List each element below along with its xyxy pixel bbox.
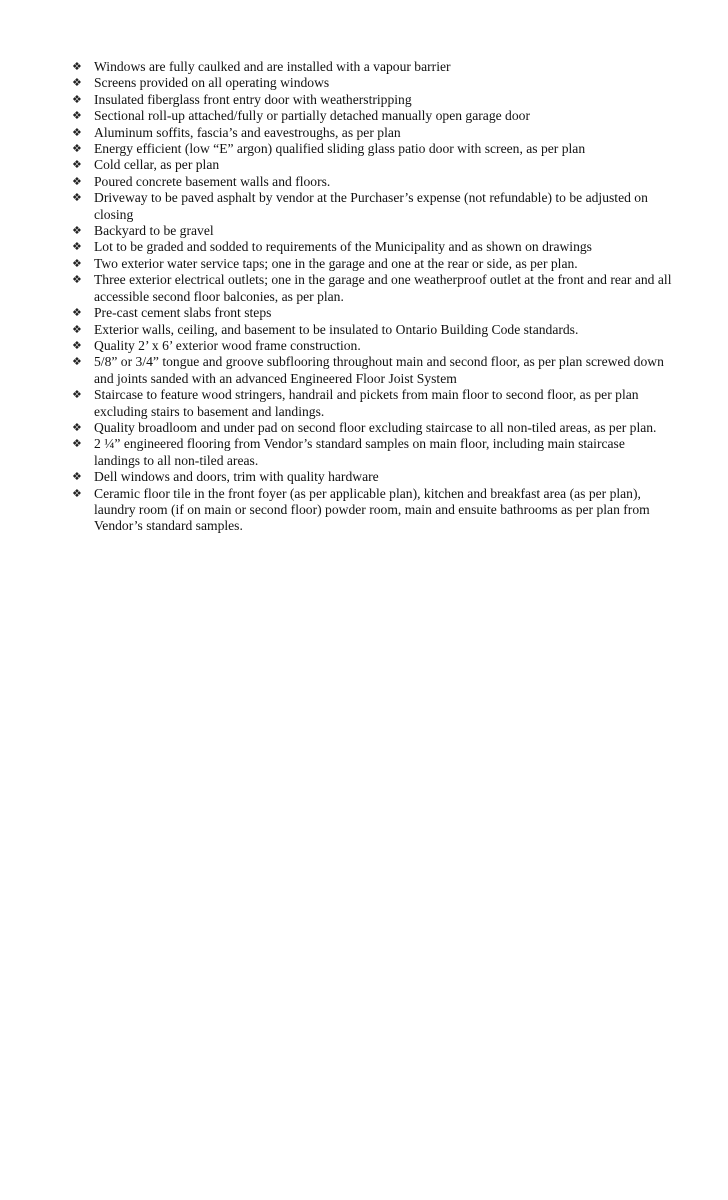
diamond-bullet-icon: ❖ bbox=[72, 486, 82, 500]
diamond-bullet-icon: ❖ bbox=[72, 125, 82, 139]
list-item bbox=[72, 305, 672, 321]
diamond-bullet-icon: ❖ bbox=[72, 224, 82, 238]
list-item-text: Lot to be graded and sodded to requirements of the Municipality and as shown on drawings bbox=[94, 239, 592, 255]
diamond-bullet-icon: ❖ bbox=[72, 174, 82, 188]
list-item-text: Backyard to be gravel bbox=[94, 223, 214, 239]
list-item-text: Poured concrete basement walls and floors. bbox=[94, 173, 331, 189]
list-item-text: Quality broadloom and under pad on second floor excluding staircase to all non-tiled areas, as per plan. bbox=[94, 419, 657, 435]
diamond-bullet-icon: ❖ bbox=[72, 76, 82, 90]
list-item-text: Windows are fully caulked and are installed with a vapour barrier bbox=[94, 59, 451, 74]
list-item-text: Three exterior electrical outlets; one in the garage and one weatherproof outlet at the front and rear and all accessible second floor balconies, as per plan. bbox=[94, 272, 672, 304]
diamond-bullet-icon: ❖ bbox=[72, 158, 82, 172]
list-item bbox=[72, 59, 672, 75]
diamond-bullet-icon: ❖ bbox=[72, 240, 82, 254]
list-item-text: Ceramic floor tile in the front foyer (as per applicable plan), kitchen and breakfast area (as per plan), laundry room (if on main or second floor) powder room, main and ensuite bathrooms as per plan from Vendor’s standard samples. bbox=[94, 485, 650, 534]
diamond-bullet-icon: ❖ bbox=[72, 437, 82, 451]
diamond-bullet-icon: ❖ bbox=[72, 306, 82, 320]
list-item bbox=[72, 322, 672, 338]
diamond-bullet-icon: ❖ bbox=[72, 355, 82, 369]
list-item-text: Screens provided on all operating windows bbox=[94, 75, 330, 91]
list-item bbox=[72, 92, 672, 108]
diamond-bullet-icon: ❖ bbox=[72, 109, 82, 123]
diamond-bullet-icon: ❖ bbox=[72, 420, 82, 434]
list-item bbox=[72, 174, 672, 190]
diamond-bullet-icon: ❖ bbox=[72, 322, 82, 336]
diamond-bullet-icon: ❖ bbox=[72, 388, 82, 402]
list-item-text: 2 ¼” engineered flooring from Vendor’s standard samples on main floor, including main staircase landings to all non-tiled areas. bbox=[94, 436, 625, 468]
list-item bbox=[72, 486, 672, 535]
diamond-bullet-icon: ❖ bbox=[72, 470, 82, 484]
list-item-text: Insulated fiberglass front entry door with weatherstripping bbox=[94, 91, 412, 107]
list-item bbox=[72, 469, 672, 485]
diamond-bullet-icon: ❖ bbox=[72, 142, 82, 156]
list-item bbox=[72, 108, 672, 124]
diamond-bullet-icon: ❖ bbox=[72, 338, 82, 352]
features-list bbox=[72, 59, 672, 535]
list-item bbox=[72, 223, 672, 239]
list-item-text: Energy efficient (low “E” argon) qualified sliding glass patio door with screen, as per plan bbox=[94, 141, 586, 157]
diamond-bullet-icon: ❖ bbox=[72, 191, 82, 205]
list-item bbox=[72, 141, 672, 157]
list-item bbox=[72, 256, 672, 272]
list-item-text: Cold cellar, as per plan bbox=[94, 157, 220, 173]
diamond-bullet-icon: ❖ bbox=[72, 256, 82, 270]
list-item-text: Dell windows and doors, trim with quality hardware bbox=[94, 469, 379, 485]
list-item bbox=[72, 75, 672, 91]
list-item bbox=[72, 157, 672, 173]
list-item-text: Sectional roll-up attached/fully or partially detached manually open garage door bbox=[94, 108, 530, 124]
diamond-bullet-icon: ❖ bbox=[72, 60, 82, 73]
list-item bbox=[72, 420, 672, 436]
list-item-text: Staircase to feature wood stringers, handrail and pickets from main floor to second floor, as per plan excluding stairs to basement and landings. bbox=[94, 387, 639, 419]
list-item bbox=[72, 272, 672, 305]
list-item-text: Driveway to be paved asphalt by vendor at the Purchaser’s expense (not refundable) to be adjusted on closing bbox=[94, 190, 648, 222]
list-item-text: 5/8” or 3/4” tongue and groove subflooring throughout main and second floor, as per plan screwed down and joints sanded with an advanced Engineered Floor Joist System bbox=[94, 354, 664, 386]
list-item-text: Two exterior water service taps; one in the garage and one at the rear or side, as per plan. bbox=[94, 255, 578, 271]
list-item bbox=[72, 239, 672, 255]
list-item-text: Quality 2’ x 6’ exterior wood frame construction. bbox=[94, 337, 361, 353]
list-item-text: Aluminum soffits, fascia’s and eavestroughs, as per plan bbox=[94, 124, 401, 140]
list-item-text: Pre-cast cement slabs front steps bbox=[94, 305, 272, 321]
list-item bbox=[72, 338, 672, 354]
diamond-bullet-icon: ❖ bbox=[72, 92, 82, 106]
list-item bbox=[72, 387, 672, 420]
list-item bbox=[72, 354, 672, 387]
list-item bbox=[72, 436, 672, 469]
list-item bbox=[72, 190, 672, 223]
list-item bbox=[72, 125, 672, 141]
diamond-bullet-icon: ❖ bbox=[72, 273, 82, 287]
list-item-text: Exterior walls, ceiling, and basement to be insulated to Ontario Building Code standards. bbox=[94, 321, 579, 337]
